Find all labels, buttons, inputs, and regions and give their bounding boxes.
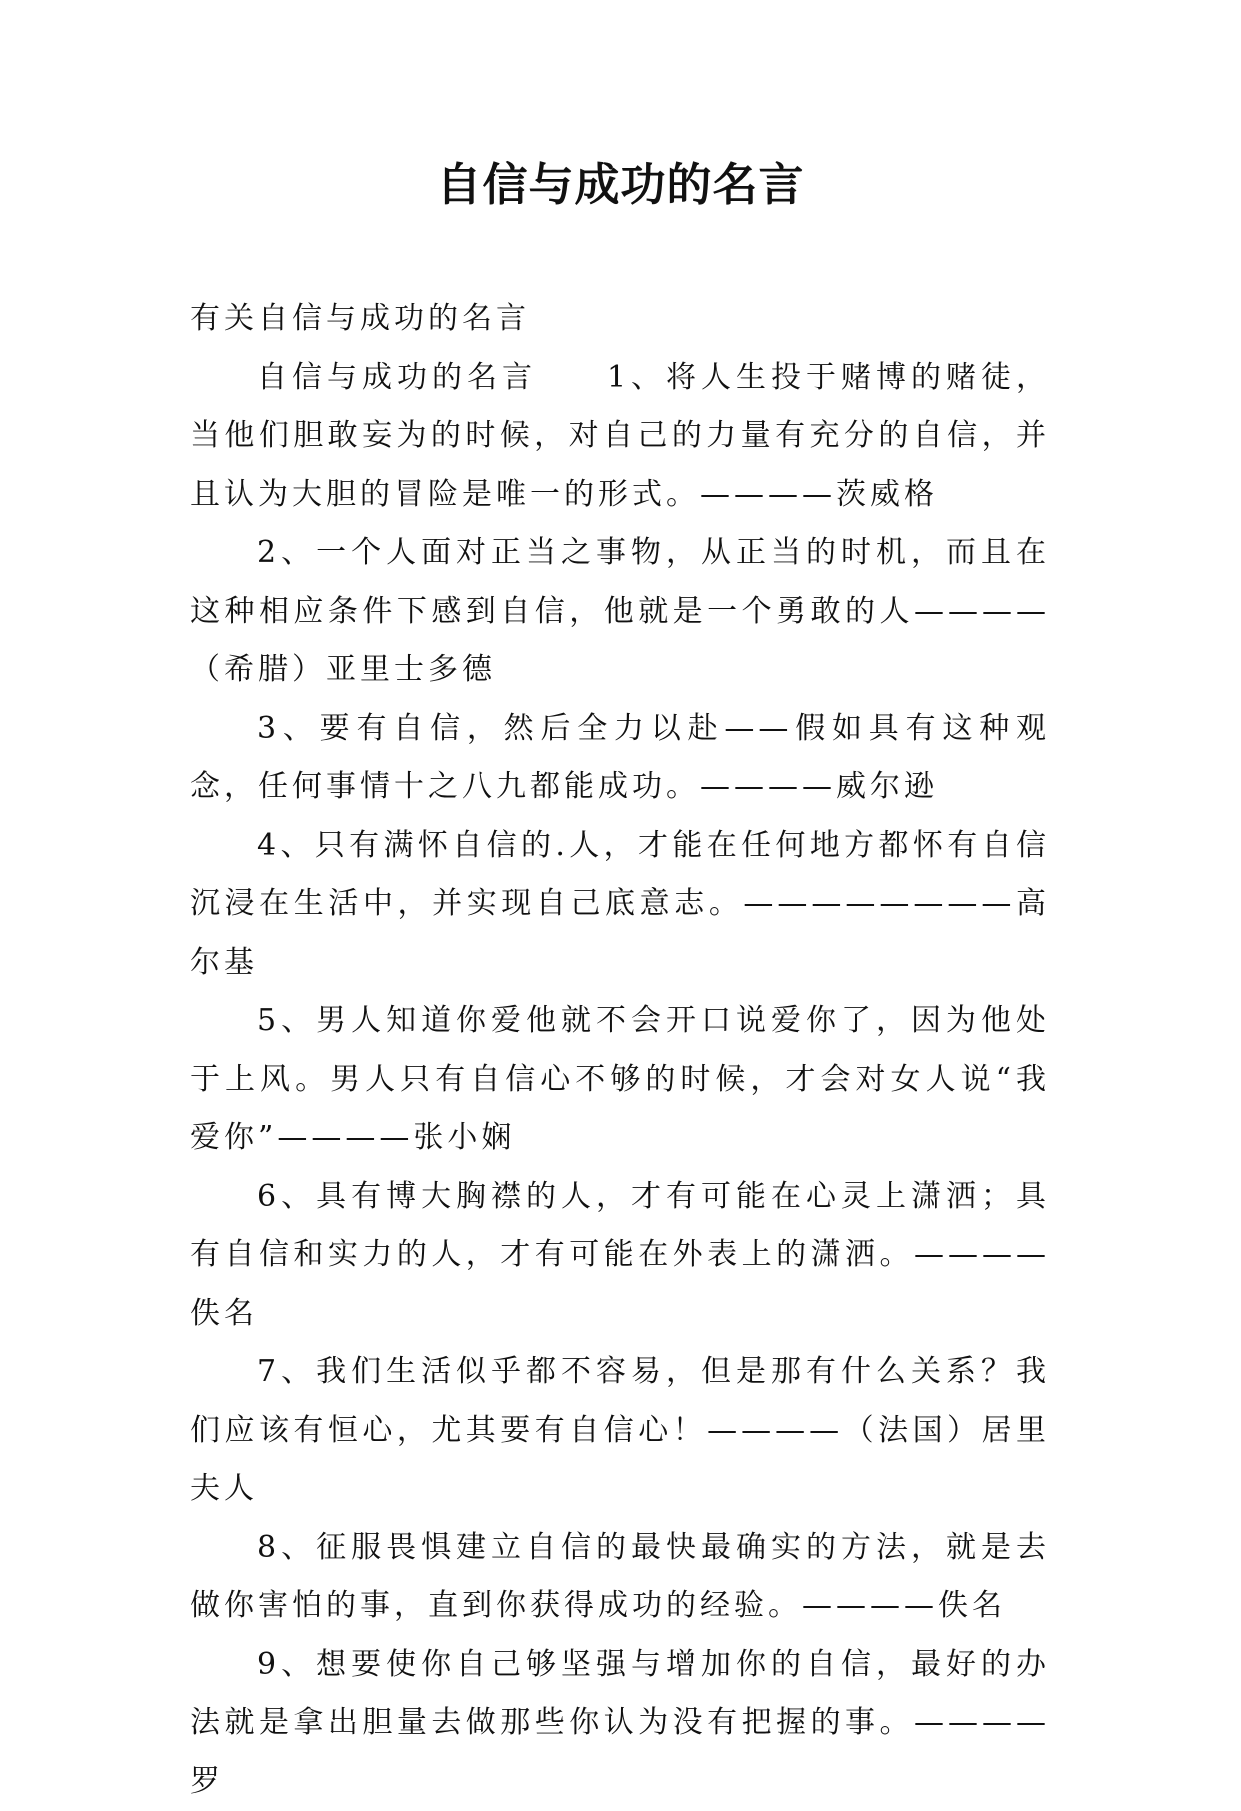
- quote-paragraph: 3、要有自信，然后全力以赴——假如具有这种观念，任何事情十之八九都能成功。————威尔逊: [190, 700, 1050, 817]
- document-body: [190, 290, 1050, 1811]
- quote-paragraph: 7、我们生活似乎都不容易，但是那有什么关系？我们应该有恒心，尤其要有自信心！————（法国）居里夫人: [190, 1343, 1050, 1519]
- quote-paragraph: 9、想要使你自己够坚强与增加你的自信，最好的办法就是拿出胆量去做那些你认为没有把握的事。————罗: [190, 1636, 1050, 1811]
- document-subtitle: 有关自信与成功的名言: [190, 290, 1050, 349]
- quote-paragraph: 8、征服畏惧建立自信的最快最确实的方法，就是去做你害怕的事，直到你获得成功的经验。————佚名: [190, 1519, 1050, 1636]
- quote-paragraph: 6、具有博大胸襟的人，才有可能在心灵上潇洒；具有自信和实力的人，才有可能在外表上的潇洒。————佚名: [190, 1168, 1050, 1344]
- quote-paragraph: 5、男人知道你爱他就不会开口说爱你了，因为他处于上风。男人只有自信心不够的时候，才会对女人说“我爱你”————张小娴: [190, 992, 1050, 1168]
- quote-paragraph: 2、一个人面对正当之事物，从正当的时机，而且在这种相应条件下感到自信，他就是一个勇敢的人————（希腊）亚里士多德: [190, 524, 1050, 700]
- document-title: 自信与成功的名言: [0, 155, 1241, 215]
- quote-paragraph: 4、只有满怀自信的.人，才能在任何地方都怀有自信沉浸在生活中，并实现自己底意志。————————高尔基: [190, 817, 1050, 993]
- quote-paragraph: 自信与成功的名言 1、将人生投于赌博的赌徒，当他们胆敢妄为的时候，对自己的力量有充分的自信，并且认为大胆的冒险是唯一的形式。————茨威格: [190, 349, 1050, 525]
